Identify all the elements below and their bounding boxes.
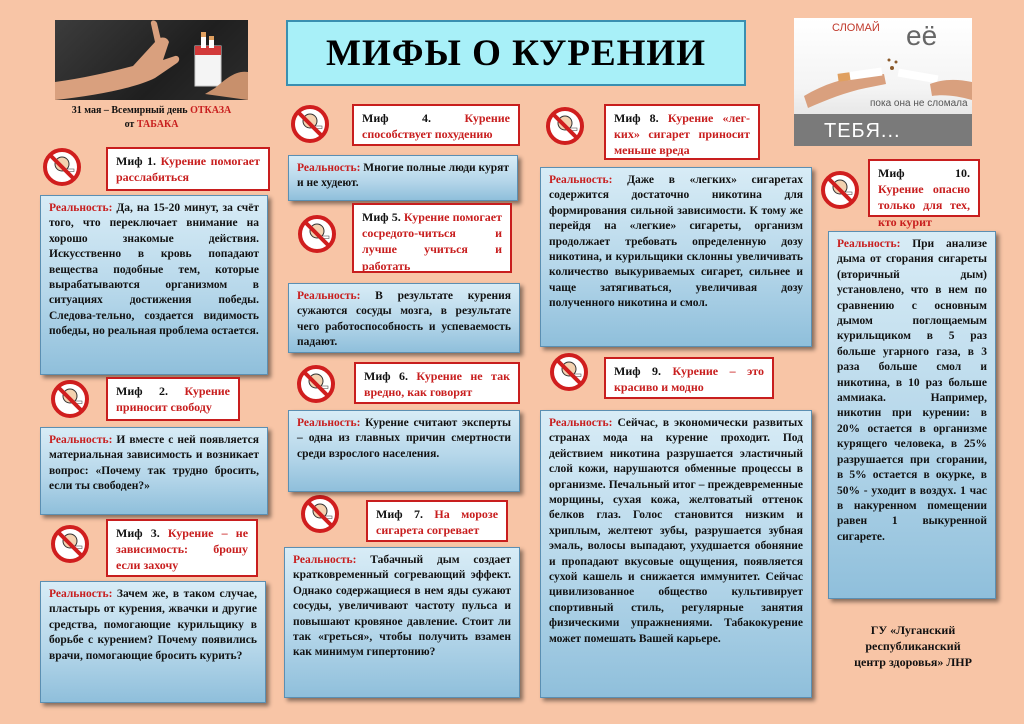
reality-text: В результате курения сужаются сосуды мозга, в результате чего работоспособность и успеваемость падают. (297, 290, 511, 349)
reality-7-box (284, 547, 520, 698)
myth-text: Курение помогает сосредото-читься и лучше учиться и работать (362, 210, 502, 273)
reality-label: Реальность: (49, 202, 113, 214)
poster-word-break: СЛОМАЙ (832, 22, 880, 34)
caption-text: 31 мая – Всемирный день (71, 105, 191, 116)
myth-label: Миф 5. (362, 210, 401, 224)
reality-6-box (288, 410, 520, 492)
reality-5-box (288, 283, 520, 353)
myth-label: Миф 10. (878, 166, 970, 180)
no-smoking-icon (820, 170, 860, 210)
reality-label: Реальность: (49, 434, 113, 446)
no-smoking-icon (300, 494, 340, 534)
no-smoking-icon (42, 147, 82, 187)
reality-text: Зачем же, в таком случае, пластырь от курения, жвачки и другие средства, помогающие курильщику в борьбе с курением? Почему появились врачи, помогающие бросить курить? (49, 588, 258, 662)
reality-label: Реальность: (297, 417, 361, 429)
caption-highlight: ОТКАЗА (190, 105, 232, 116)
poster-phrase: пока она не сломала (870, 98, 968, 109)
myth-text: Курение опасно только для тех, кто курит (878, 182, 970, 229)
myth-label: Миф 8. (614, 111, 659, 125)
reality-2-box (40, 427, 268, 515)
no-smoking-icon (50, 379, 90, 419)
reality-label: Реальность: (49, 588, 113, 600)
reality-4-box (288, 155, 518, 201)
myth-4-box (352, 104, 520, 146)
reality-8-box (540, 167, 812, 347)
myth-3-box (106, 519, 258, 577)
reality-text: При анализе дыма от сгорания сигареты (вторичный дым) установлено, что в нем по сравнению с основным дымом поглощаемым курильщиком в 5 раз больше угарного газа, в 3 раза больше смол и никотина, в 10 раз больше аммиака. Например, никотин при курении: в 20% остается в организме курящего человека, в 25% разрушается при сгорании, в 5% остается в окурке, в 50% - уходит в воздух. 1 час в накуренном помещении равен 1 выкуренной сигарете. (837, 238, 987, 543)
myth-text: Курение способствует похудению (362, 111, 511, 142)
reality-10-box (828, 231, 996, 599)
page-title: МИФЫ О КУРЕНИИ (286, 20, 746, 86)
myth-text: Курение «лег-ких» сигарет приносит меньше вреда (614, 111, 751, 158)
refuse-cigarette-illustration (55, 20, 248, 100)
reality-text: И вместе с ней появляется материальная зависимость и возникает вопрос: «Почему так трудно бросить, если ты свободен?» (49, 434, 260, 493)
myth-label: Миф 7. (376, 507, 423, 521)
no-smoking-icon (50, 524, 90, 564)
myth-text: Курение помогает расслабиться (116, 154, 261, 185)
organization-credit: ГУ «Луганский республиканский центр здоровья» ЛНР (854, 623, 972, 670)
reality-text: Многие полные люди курят и не худеют. (297, 162, 510, 190)
reality-text: Табачный дым создает кратковременный согревающий эффект. Однако содержащиеся в нем яды сужают сосуды, увеличивают частоту пульса и повышают кровяное давление. Стоит ли так «греться», чтобы получить взамен как минимум гипертонию? (293, 554, 511, 659)
reality-label: Реальность: (549, 174, 613, 186)
myth-2-box (106, 377, 240, 421)
no-smoking-icon (296, 364, 336, 404)
myth-text: Курение – не зависимость: брошу если захочу (116, 526, 249, 573)
reality-1-box (40, 195, 268, 375)
reality-label: Реальность: (297, 162, 361, 174)
myth-6-box (354, 362, 520, 404)
event-caption (55, 104, 248, 131)
photo-broken-cigarette (794, 18, 972, 146)
myth-8-box (604, 104, 760, 160)
myth-9-box (604, 357, 774, 399)
myth-5-box (352, 203, 512, 273)
reality-3-box (40, 581, 266, 703)
myth-label: Миф 9. (614, 364, 662, 378)
myth-7-box (366, 500, 508, 542)
no-smoking-icon (297, 214, 337, 254)
myth-text: Курение приносит свободу (116, 384, 231, 415)
myth-10-box (868, 159, 980, 229)
myth-label: Миф 4. (362, 111, 431, 125)
photo-refusing-cigarette (55, 20, 248, 100)
reality-text: Курение считают эксперты – одна из главных причин смертности среди взрослого населения. (297, 417, 511, 460)
reality-label: Реальность: (297, 290, 361, 302)
reality-label: Реальность: (837, 238, 901, 250)
poster-word-her: её (906, 20, 938, 51)
myth-label: Миф 2. (116, 384, 168, 398)
no-smoking-icon (549, 352, 589, 392)
reality-label: Реальность: (549, 417, 613, 429)
no-smoking-icon (545, 106, 585, 146)
poster-word-you: ТЕБЯ... (824, 120, 901, 142)
reality-text: Сейчас, в экономически развитых странах мода на курение проходит. Под действием никотина разрушается эластичный слой кожи, нарушаются обменные процессы в организме. Печальный итог – преждевременные морщины, сухая кожа, желтоватый оттенок белков глаз. Голос становится низким и хриплым, желтеют зубы, разрушается зубная эмаль, волосы выпадают, ухудшается обоняние и пропадают вкусовые ощущения, появляется сухой кашель и снижается иммунитет. Сейчас цивилизованное общество культивирует спортивный стиль, регулярные занятия физическими упражнениями. Табакокурение может помешать Вашей карьере. (549, 417, 803, 645)
myth-text: Курение – это красиво и модно (614, 364, 765, 395)
myth-text: Курение не так вредно, как говорят (364, 369, 510, 400)
myth-label: Миф 1. (116, 154, 157, 168)
myth-label: Миф 3. (116, 526, 160, 540)
no-smoking-icon (290, 104, 330, 144)
reality-9-box (540, 410, 812, 698)
caption-text: от (124, 118, 137, 130)
myth-text: На морозе сигарета согревает (376, 507, 499, 538)
reality-label: Реальность: (293, 554, 357, 566)
myth-label: Миф 6. (364, 369, 408, 383)
myth-1-box (106, 147, 270, 191)
caption-highlight: ТАБАКА (136, 118, 179, 130)
reality-text: Да, на 15-20 минут, за счёт того, что переключает внимание на хорошо знакомые действия. Искусственно в кровь попадают вещества подобные тем, которые вырабатываются организмом в ситуациях достижения победы. Следова-тельно, создается видимость победы, но реальная проблема остается. (49, 202, 259, 338)
reality-text: Даже в «легких» сигаретах содержится достаточно никотина для формирования сильной зависимости. К тому же перейдя на «легкие» сигареты, организм продолжает требовать определенную дозу никотина, и курильщики склонны увеличивать количество выкуриваемых сигарет, сильнее и чаще затягиваться, увеличивая дозу полученного никотина и смол. (549, 174, 804, 310)
